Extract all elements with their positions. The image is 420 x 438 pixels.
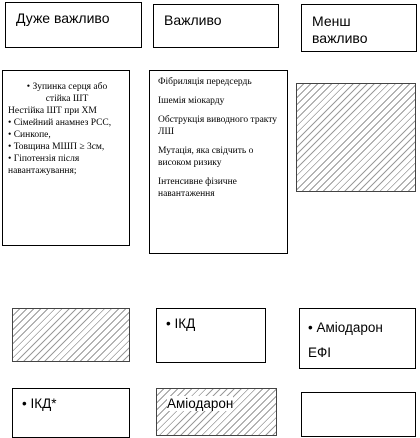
factor-item: Обструкція виводного тракту ЛШ — [158, 115, 278, 137]
header-very-important — [5, 2, 142, 48]
important-factors-box — [149, 70, 288, 254]
header-important — [153, 4, 279, 48]
treatment-label: ІКД — [174, 316, 196, 331]
factor-item: Фібриляція передсердь — [158, 77, 252, 87]
very-important-factors-box — [2, 70, 130, 246]
treatment-label: ЕФІ — [308, 345, 332, 360]
factor-item: • Синкопе, — [8, 129, 126, 141]
treatment-icd-box — [156, 308, 266, 363]
factor-item: Нестійка ШТ при ХМ — [8, 106, 97, 116]
factor-item: • Товщина МШП ≥ 3см, — [8, 141, 126, 153]
factor-item: • Сімейний анамнез РСС, — [8, 117, 126, 129]
hatched-empty-box — [12, 308, 130, 362]
header-important-label: Важливо — [164, 12, 222, 28]
treatment-icd-star-box — [12, 388, 130, 438]
bullet-icon: • — [22, 396, 27, 411]
header-less-important — [301, 4, 417, 52]
factor-item: Інтенсивне фізичне навантаження — [158, 177, 237, 199]
treatment-label: Аміодарон — [316, 320, 383, 335]
treatment-label: Аміодарон — [167, 396, 234, 411]
treatment-amiodarone-efi-box — [299, 308, 416, 369]
treatment-amiodarone-hatched-box — [156, 388, 277, 436]
empty-box — [301, 392, 416, 437]
header-very-important-label: Дуже важливо — [16, 10, 110, 26]
factor-item: Ішемія міокарду — [158, 96, 225, 106]
hatched-empty-box — [296, 83, 416, 192]
factor-item: • Зупинка серця або стійка ШТ — [8, 81, 126, 105]
header-less-important-label: Менш важливо — [312, 13, 368, 46]
treatment-label: ІКД* — [30, 396, 57, 411]
factor-item: Мутація, яка свідчить о високом ризику — [158, 146, 254, 168]
factor-item: • Гіпотензія після навантажування; — [8, 153, 126, 177]
bullet-icon: • — [308, 320, 313, 335]
bullet-icon: • — [166, 316, 171, 331]
